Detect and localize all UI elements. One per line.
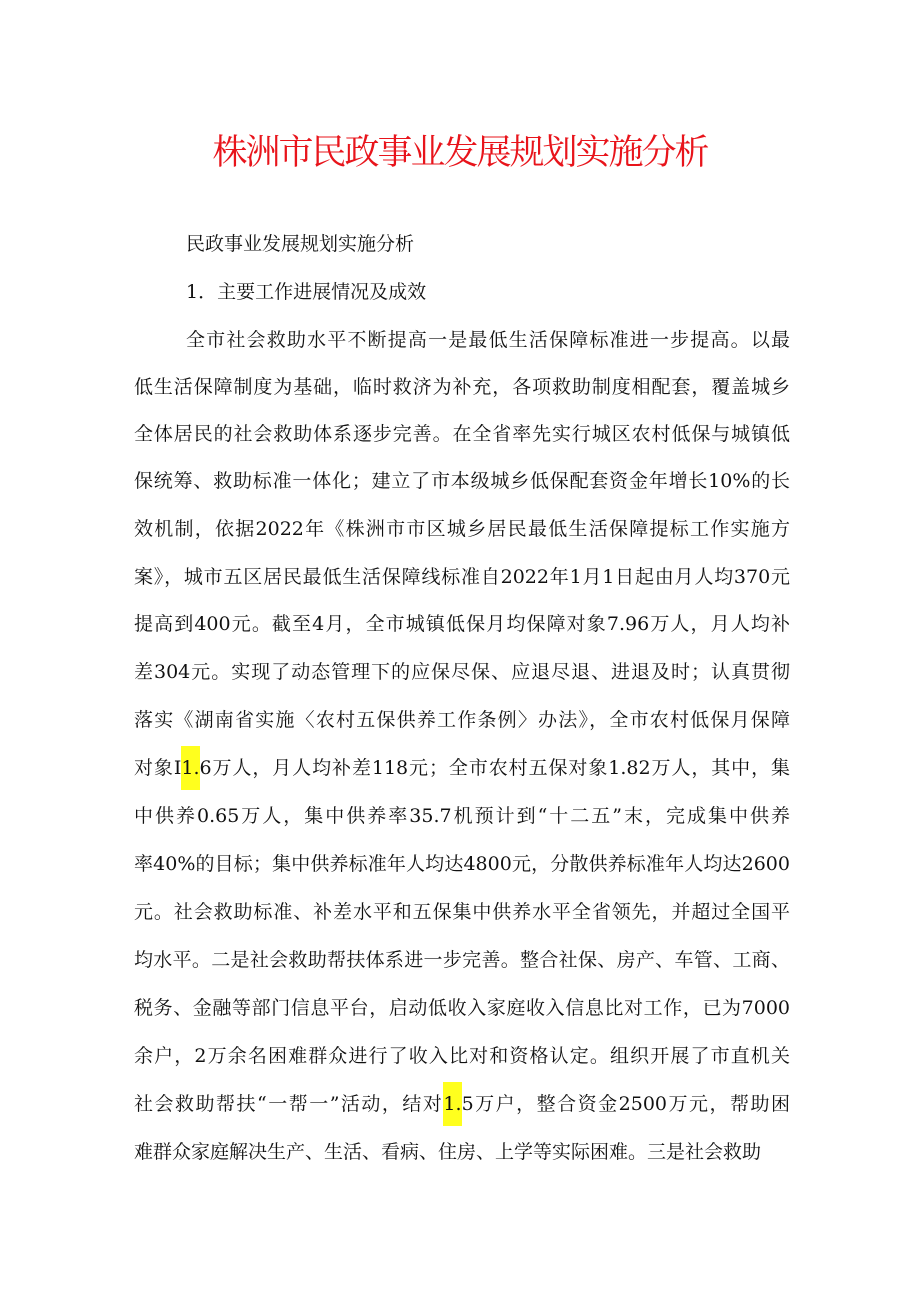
paragraph-line: 提高到400元。截至4月，全市城镇低保月均保障对象7.96万人，月人均补 [134,613,790,635]
paragraph-line: 案》，城市五区居民最低生活保障线标准自2022年1月1日起由月人均370元 [134,566,790,588]
paragraph-line: 落实《湖南省实施〈农村五保供养工作条例〉办法》，全市农村低保月保障 [134,709,790,731]
paragraph-line: 难群众家庭解决生产、生活、看病、住房、上学等实际困难。三是社会救助 [134,1141,762,1163]
text-segment: 对象I [134,757,182,779]
document-title: 株洲市民政事业发展规划实施分析 [212,133,708,173]
highlight-mark: 1. [181,746,199,790]
paragraph-line: 中供养0.65万人，集中供养率35.7机预计到“十二五”末，完成集中供养 [134,805,790,827]
paragraph-line-with-highlight [134,1089,790,1119]
document-subtitle: 民政事业发展规划实施分析 [186,233,415,255]
paragraph-line: 全体居民的社会救助体系逐步完善。在全省率先实行城区农村低保与城镇低 [134,423,790,445]
paragraph-line: 差304元。实现了动态管理下的应保尽保、应退尽退、进退及时；认真贯彻 [134,661,790,683]
paragraph-line: 余户，2万余名困难群众进行了收入比对和资格认定。组织开展了市直机关 [134,1045,790,1067]
paragraph-line: 效机制，依据2022年《株洲市市区城乡居民最低生活保障提标工作实施方 [134,518,790,540]
highlight-mark: 1. [443,1082,461,1126]
paragraph-line: 率40%的目标；集中供养标准年人均达4800元，分散供养标准年人均达2600 [134,853,790,875]
section-heading: 1．主要工作进展情况及成效 [186,281,427,303]
paragraph-line-with-highlight [134,753,790,783]
paragraph-line: 全市社会救助水平不断提高一是最低生活保障标准进一步提高。以最 [186,329,790,351]
paragraph-line: 元。社会救助标准、补差水平和五保集中供养水平全省领先，并超过全国平 [134,901,790,923]
paragraph-line: 保统筹、救助标准一体化；建立了市本级城乡低保配套资金年增长10%的长 [134,470,790,492]
paragraph-line: 低生活保障制度为基础，临时救济为补充，各项救助制度相配套，覆盖城乡 [134,376,790,398]
text-segment: 6万人，月人均补差118元；全市农村五保对象1.82万人，其中，集 [199,757,790,779]
paragraph-line: 税务、金融等部门信息平台，启动低收入家庭收入信息比对工作，已为7000 [134,997,790,1019]
paragraph-line: 均水平。二是社会救助帮扶体系进一步完善。整合社保、房产、车管、工商、 [134,949,790,971]
text-segment: 社会救助帮扶“一帮一”活动，结对 [134,1093,444,1115]
text-segment: 5万户，整合资金2500万元，帮助困 [461,1093,790,1115]
